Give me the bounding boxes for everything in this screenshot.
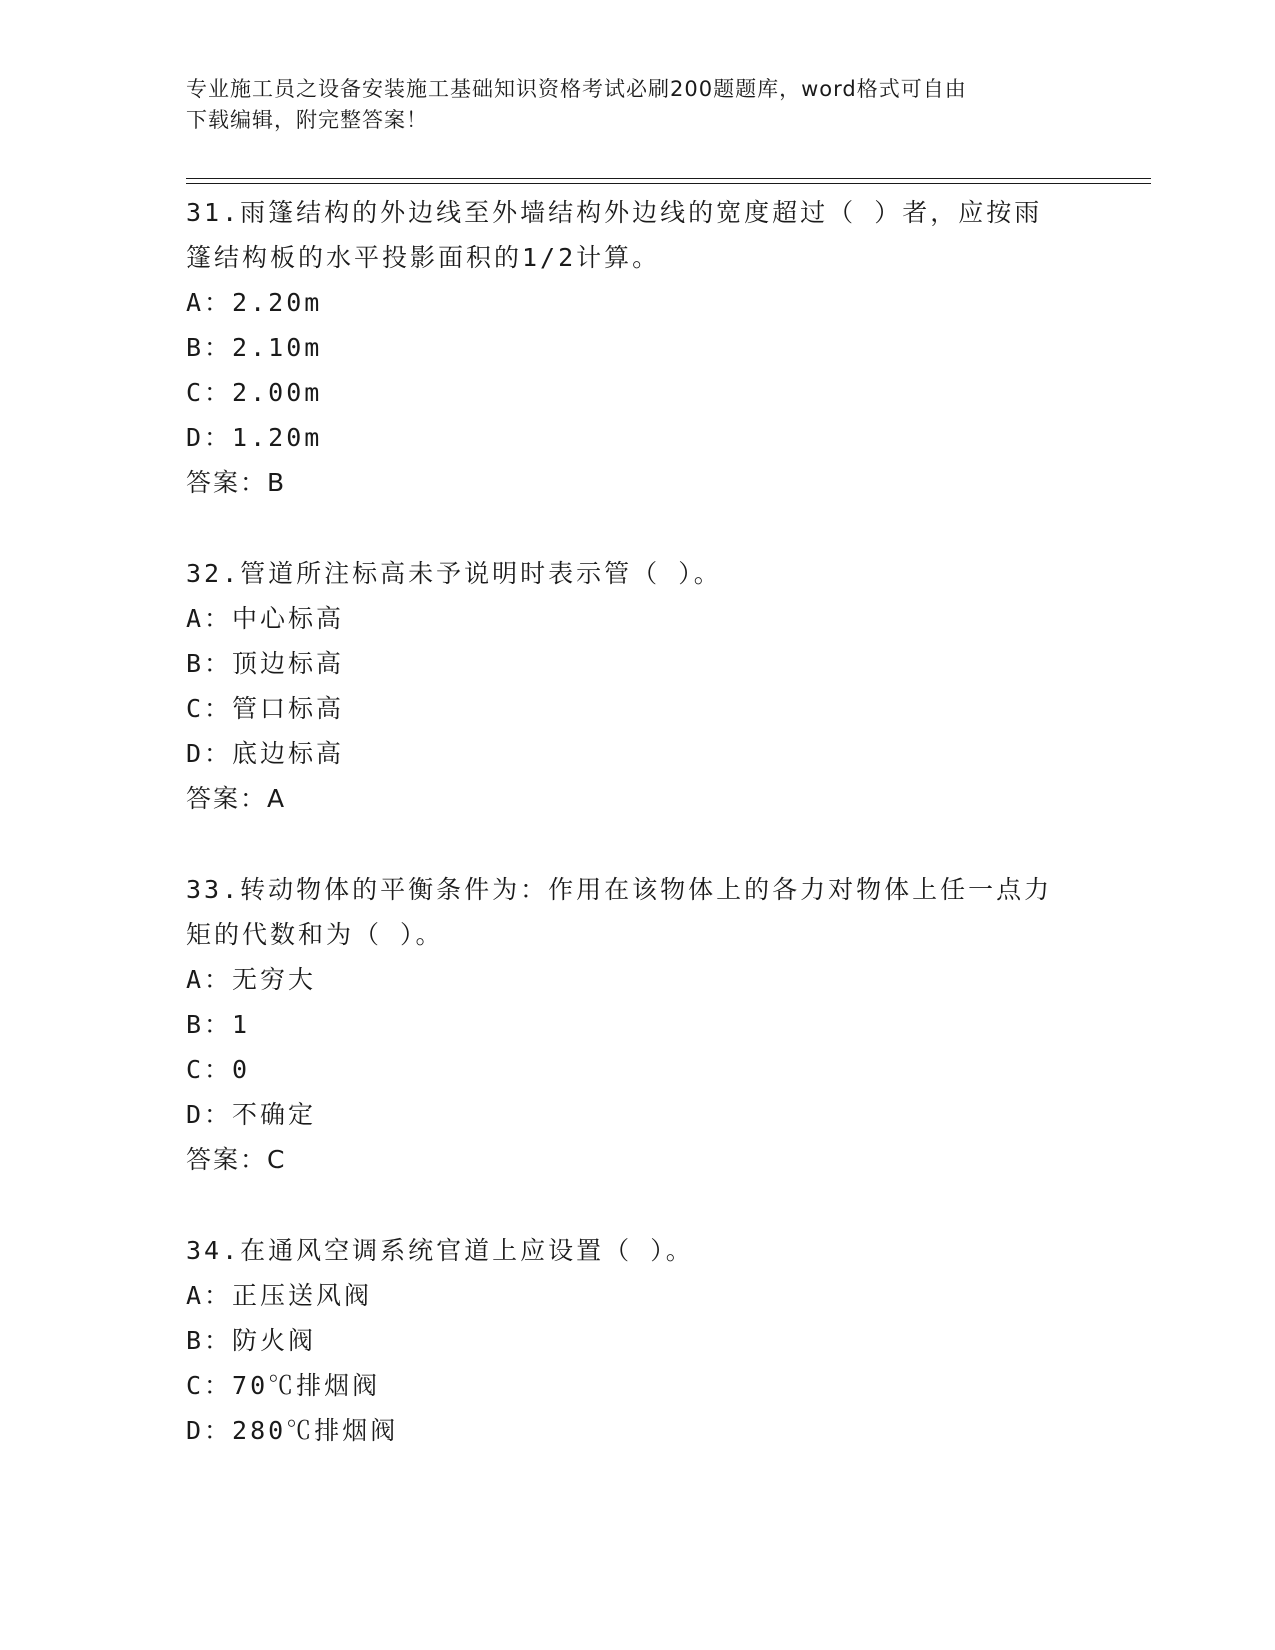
option-c: C：70℃排烟阀 bbox=[186, 1371, 381, 1400]
option-a: A：正压送风阀 bbox=[186, 1281, 373, 1310]
option-b: B：2.10m bbox=[186, 333, 323, 362]
question-31 bbox=[186, 190, 1086, 505]
option-c: C：管口标高 bbox=[186, 694, 345, 723]
question-32 bbox=[186, 551, 1086, 821]
option-d: D：底边标高 bbox=[186, 739, 345, 768]
answer: 答案：A bbox=[186, 784, 287, 813]
question-stem bbox=[186, 1228, 1086, 1273]
question-34 bbox=[186, 1228, 1086, 1453]
question-stem-line-1: 33.转动物体的平衡条件为：作用在该物体上的各力对物体上任一点力 bbox=[186, 875, 1053, 904]
header-line-1: 专业施工员之设备安装施工基础知识资格考试必刷200题题库，word格式可自由 bbox=[186, 77, 967, 101]
option-a: A：中心标高 bbox=[186, 604, 345, 633]
question-stem-line-2: 矩的代数和为（ ）。 bbox=[186, 920, 444, 949]
option-b: B：1 bbox=[186, 1010, 251, 1039]
answer: 答案：C bbox=[186, 1145, 287, 1174]
option-a: A：无穷大 bbox=[186, 965, 317, 994]
header-line-2: 下载编辑，附完整答案！ bbox=[186, 108, 428, 132]
question-stem bbox=[186, 867, 1086, 957]
header-divider-top bbox=[186, 178, 1151, 179]
header-divider-bottom bbox=[186, 183, 1151, 184]
option-c: C：0 bbox=[186, 1055, 251, 1084]
answer: 答案：B bbox=[186, 468, 287, 497]
document-header bbox=[186, 74, 1066, 136]
question-stem-line-2: 篷结构板的水平投影面积的1/2计算。 bbox=[186, 243, 661, 272]
question-stem-line-1: 31.雨篷结构的外边线至外墙结构外边线的宽度超过（ ）者，应按雨 bbox=[186, 198, 1043, 227]
option-a: A：2.20m bbox=[186, 288, 323, 317]
question-33 bbox=[186, 867, 1086, 1182]
question-stem bbox=[186, 551, 1086, 596]
question-stem bbox=[186, 190, 1086, 280]
option-d: D：不确定 bbox=[186, 1100, 317, 1129]
question-stem-line-1: 32.管道所注标高未予说明时表示管（ ）。 bbox=[186, 559, 722, 588]
question-stem-line-1: 34.在通风空调系统官道上应设置（ ）。 bbox=[186, 1236, 694, 1265]
option-d: D：280℃排烟阀 bbox=[186, 1416, 399, 1445]
option-b: B：防火阀 bbox=[186, 1326, 317, 1355]
option-d: D：1.20m bbox=[186, 423, 323, 452]
question-list bbox=[186, 190, 1086, 1499]
option-c: C：2.00m bbox=[186, 378, 323, 407]
option-b: B：顶边标高 bbox=[186, 649, 345, 678]
